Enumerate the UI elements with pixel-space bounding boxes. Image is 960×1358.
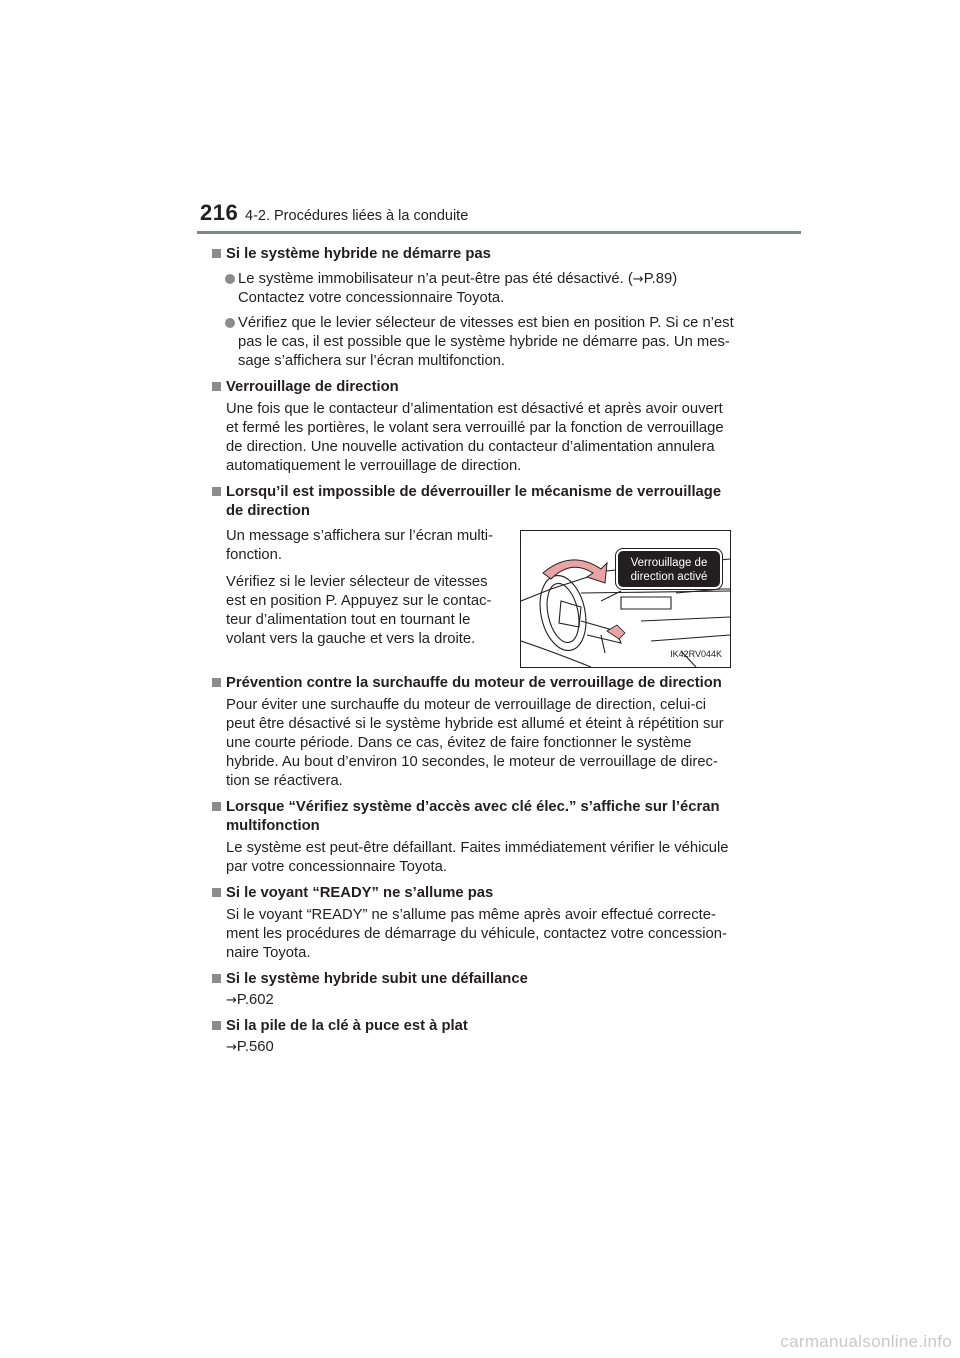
bullet-shift-lever: Vérifiez que le levier sélecteur de vitesses est bien en position P. Si ce n’est pas le cas, il est possible que le système hybride ne démarre pas. Un mes- sage s’affichera sur l’écran multifonction. <box>212 314 752 371</box>
square-bullet-icon <box>212 678 221 687</box>
paragraph-ready-indicator: Si le voyant “READY” ne s’allume pas même après avoir effectué correcte- ment les procédures de démarrage du véhicule, contactez votre concession- naire Toyota. <box>226 907 727 961</box>
arrow-icon: → <box>226 993 237 1008</box>
section-title: 4-2. Procédures liées à la conduite <box>245 208 469 224</box>
square-bullet-icon <box>212 888 221 897</box>
heading-key-battery: Si la pile de la clé à puce est à plat <box>212 1017 752 1036</box>
reference-key-battery <box>212 1038 752 1057</box>
header-divider <box>197 231 801 234</box>
heading-hybrid-malfunction: Si le système hybride subit une défaillance <box>212 970 752 989</box>
paragraph-overheat-prevention: Pour éviter une surchauffe du moteur de verrouillage de direction, celui-ci peut être désactivé si le système hybride est allumé et éteint à répétition sur une courte période. Dans ce cas, évitez de faire fonctionner le système hybride. Au bout d’environ 10 secondes, le moteur de verrouillage de direc- tion se réactivera. <box>226 697 724 789</box>
round-bullet-icon <box>225 318 235 328</box>
page-number: 216 <box>200 200 239 225</box>
heading-hybrid-not-starting: Si le système hybride ne démarre pas <box>212 245 752 264</box>
power-switch-icon <box>607 625 625 639</box>
page-reference-link[interactable]: P.560 <box>236 1039 274 1055</box>
square-bullet-icon <box>212 974 221 983</box>
round-bullet-icon <box>225 274 235 284</box>
watermark: carmanualsonline.info <box>780 1332 952 1351</box>
paragraph-check-access-system: Le système est peut-être défaillant. Faites immédiatement vérifier le véhicule par votre concessionnaire Toyota. <box>226 840 729 875</box>
rotation-arrow-icon <box>543 560 607 583</box>
square-bullet-icon <box>212 1021 221 1030</box>
figure-code: IK42RV044K <box>670 649 722 659</box>
unlock-instructions-text: Un message s’affichera sur l’écran multi- fonction. Vérifiez si le levier sélecteur de vitesses est en position P. Appuyez sur le contac- teur d’alimentation tout en tournant le volant vers la gauche et vers la droite. <box>226 528 493 647</box>
paragraph-steering-lock: Une fois que le contacteur d’alimentation est désactivé et après avoir ouvert et fermé les portières, le volant sera verrouillé par la fonction de verrouillage de direction. Une nouvelle activation du contacteur d’alimentation annulera automatiquement le verrouillage de direction. <box>226 401 724 474</box>
page-content <box>212 241 752 1057</box>
bullet-immobiliser: Le système immobilisateur n’a peut-être pas été désactivé. (→P.89) Contactez votre concessionnaire Toyota. <box>212 270 752 308</box>
square-bullet-icon <box>212 249 221 258</box>
arrow-icon: → <box>226 1040 237 1055</box>
square-bullet-icon <box>212 802 221 811</box>
heading-overheat-prevention: Prévention contre la surchauffe du moteur de verrouillage de direction <box>212 674 752 693</box>
steering-lock-illustration <box>520 530 731 668</box>
arrow-icon: → <box>632 272 644 287</box>
reference-hybrid-malfunction <box>212 991 752 1010</box>
heading-cannot-unlock: Lorsqu’il est impossible de déverrouiller le mécanisme de verrouillage de direction <box>212 483 752 521</box>
heading-ready-indicator: Si le voyant “READY” ne s’allume pas <box>212 884 752 903</box>
unlock-instructions-block <box>212 527 752 667</box>
square-bullet-icon <box>212 487 221 496</box>
heading-steering-lock: Verrouillage de direction <box>212 378 752 397</box>
square-bullet-icon <box>212 382 221 391</box>
page-reference-link[interactable]: P.89) <box>643 271 678 287</box>
display-message-callout: Verrouillage de direction activé <box>616 549 722 589</box>
page-reference-link[interactable]: P.602 <box>236 992 274 1008</box>
heading-check-access-system: Lorsque “Vérifiez système d’accès avec clé élec.” s’affiche sur l’écran multifonction <box>212 798 752 836</box>
